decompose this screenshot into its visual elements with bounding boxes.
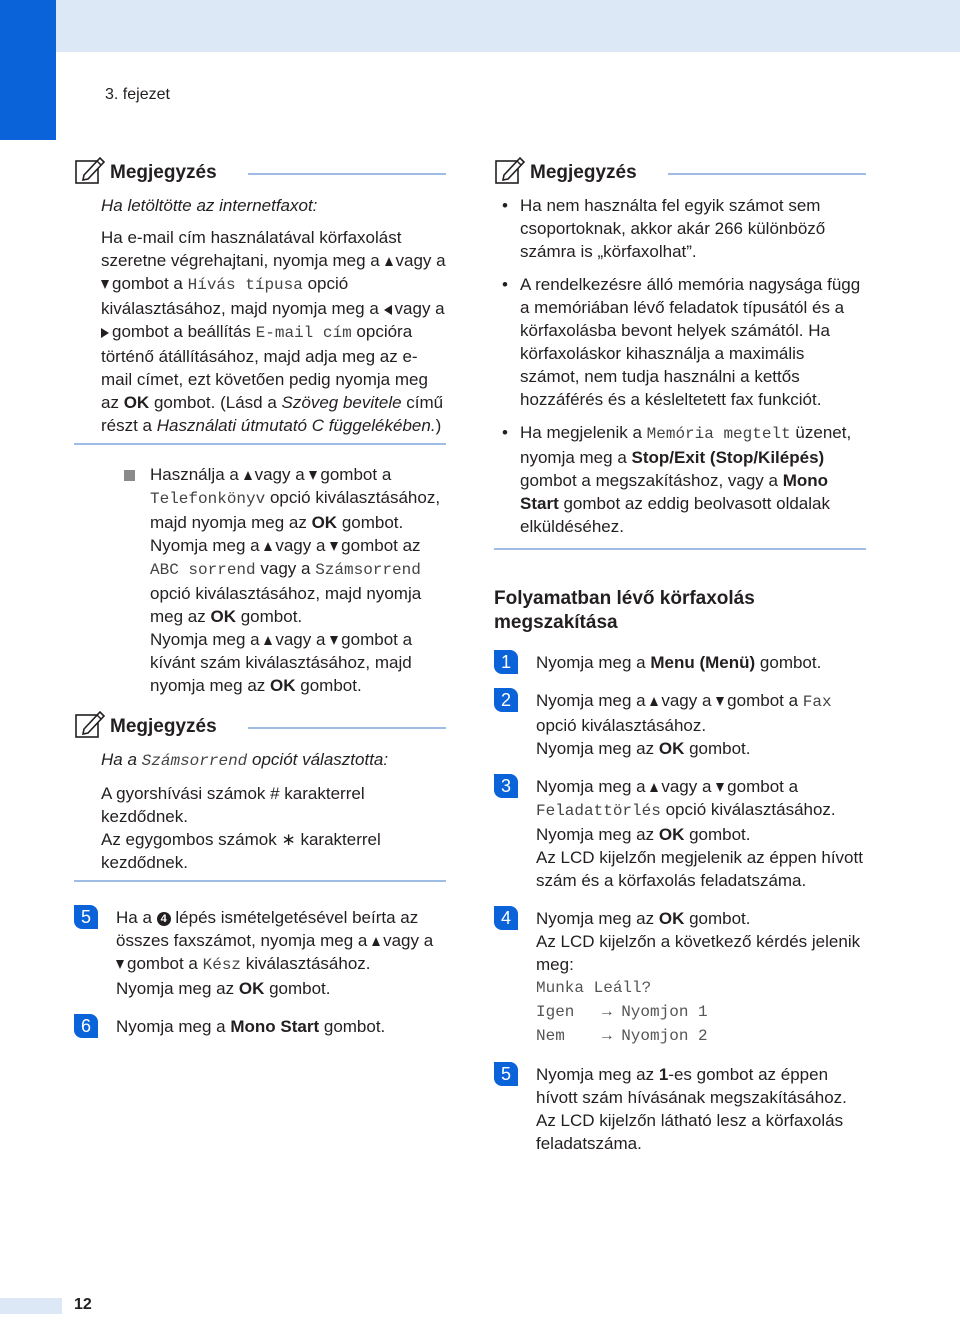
up-arrow-icon xyxy=(650,783,658,792)
note-text: Ha a xyxy=(101,750,137,769)
button-name: OK xyxy=(658,825,685,844)
button-name: OK xyxy=(210,607,236,626)
step-text: vagy a xyxy=(254,465,305,484)
substep-item xyxy=(124,463,446,697)
step-text: gombot a xyxy=(320,465,392,484)
note-text: gombot az eddig beolvasott oldalak elküldéséhez. xyxy=(520,494,830,536)
step-text: vagy a xyxy=(661,777,712,796)
button-name: Menu (Menü) xyxy=(650,653,756,672)
step-text: gombot. xyxy=(689,825,751,844)
asterisk-symbol: ∗ xyxy=(281,830,296,849)
left-column xyxy=(74,155,446,1038)
step-badge: 5 xyxy=(74,905,98,929)
step-text: gombot. xyxy=(689,909,751,928)
reference: Használati útmutató C függelékében. xyxy=(156,416,436,435)
note-body xyxy=(74,748,446,874)
note-text: opció kiválasztásához, majd nyomja meg a xyxy=(101,274,379,318)
step-text: gombot a xyxy=(127,954,198,973)
lcd-text: → Nyomjon 1 xyxy=(602,1003,708,1021)
button-name: Stop/Exit (Stop/Kilépés) xyxy=(631,448,825,467)
step-text: Nyomja meg az xyxy=(536,739,655,758)
step-text: -es gombot az éppen hívott szám hívásának megszakításához. xyxy=(536,1065,847,1107)
down-arrow-icon xyxy=(716,783,724,792)
step-badge: 1 xyxy=(494,650,518,674)
lcd-option: Kész xyxy=(202,956,242,974)
note-text: opciót választotta: xyxy=(252,750,389,769)
down-arrow-icon xyxy=(309,471,317,480)
step-text: gombot a xyxy=(727,691,799,710)
step-text: opció kiválasztásához. xyxy=(665,800,836,819)
down-arrow-icon xyxy=(716,697,724,706)
step-item xyxy=(494,689,866,760)
section-title: Folyamatban lévő körfaxolás megszakítása xyxy=(494,588,755,633)
step-reference-badge: 4 xyxy=(157,912,171,926)
down-arrow-icon xyxy=(101,280,109,289)
step-text: gombot. xyxy=(689,739,751,758)
step-text: vagy a xyxy=(275,630,326,649)
step-line xyxy=(116,977,446,1000)
note-text: vagy a xyxy=(394,299,445,318)
step-text: Az LCD kijelzőn látható lesz a körfaxolás feladatszáma. xyxy=(536,1111,844,1153)
note-text: című részt a xyxy=(101,393,444,435)
step-item xyxy=(74,1015,446,1038)
note-bullet xyxy=(494,421,866,538)
lcd-display xyxy=(536,976,866,1048)
step-text: opció kiválasztásához. xyxy=(536,716,707,735)
step-text: gombot a xyxy=(727,777,799,796)
step-text: Nyomja meg az xyxy=(536,825,655,844)
note-pencil-icon xyxy=(494,155,526,185)
step-text: gombot. xyxy=(269,979,331,998)
lcd-option: Számsorrend xyxy=(141,752,248,770)
note-lead xyxy=(101,748,446,773)
step-text: gombot a kívánt szám kiválasztásához, majd nyomja meg az xyxy=(150,630,413,695)
lcd-text: Igen xyxy=(536,1003,575,1021)
step-text: gombot. xyxy=(759,653,822,672)
note-title: Megjegyzés xyxy=(530,162,637,183)
note-body xyxy=(74,194,446,437)
lcd-option: E-mail cím xyxy=(255,324,352,342)
step-line xyxy=(536,737,866,760)
left-arrow-icon xyxy=(384,305,392,315)
button-name: Mono Start xyxy=(520,471,829,513)
step-text: vagy a xyxy=(275,536,326,555)
step-text: gombot. xyxy=(300,676,362,695)
note-text: gombot a beállítás xyxy=(112,322,251,341)
step-text: vagy a xyxy=(260,559,311,578)
step-text: opció kiválasztásához, majd nyomja meg az xyxy=(150,584,422,626)
note-text: ) xyxy=(435,416,442,435)
button-name: OK xyxy=(658,909,685,928)
step-item xyxy=(494,651,866,674)
step-badge: 4 xyxy=(494,906,518,930)
step-text: Ha a xyxy=(116,908,152,927)
note-header xyxy=(494,155,866,185)
step-text: Az LCD kijelzőn a következő kérdés jelenik meg: xyxy=(536,932,861,974)
step-item xyxy=(494,907,866,1048)
note-text: Ha e-mail cím használatával körfaxolást szeretne végrehajtani, nyomja meg a xyxy=(101,228,402,270)
step-badge: 2 xyxy=(494,688,518,712)
button-name: OK xyxy=(238,979,265,998)
note-title: Megjegyzés xyxy=(110,716,217,737)
step-text: Nyomja meg a xyxy=(116,1017,226,1036)
step-text: Használja a xyxy=(150,465,239,484)
step-item xyxy=(74,906,446,1000)
note-pencil-icon xyxy=(74,155,106,185)
down-arrow-icon xyxy=(116,960,124,969)
note-text: üzenet, nyomja meg a xyxy=(520,423,852,467)
up-arrow-icon xyxy=(385,257,393,266)
chapter-label: 3. fejezet xyxy=(105,86,170,103)
step-text: gombot az xyxy=(341,536,421,555)
note-body xyxy=(494,194,866,538)
step-item xyxy=(494,1063,866,1155)
step-text: kiválasztásához. xyxy=(245,954,371,973)
lcd-line xyxy=(536,1024,866,1048)
down-arrow-icon xyxy=(330,542,338,551)
down-arrow-icon xyxy=(330,636,338,645)
note-text: Az egygombos számok xyxy=(101,830,277,849)
chapter-tab xyxy=(0,0,56,140)
right-column xyxy=(494,155,866,1155)
note-paragraph xyxy=(101,226,446,437)
step-badge: 6 xyxy=(74,1014,98,1038)
footer-band xyxy=(0,1298,62,1314)
lcd-option: Fax xyxy=(802,693,832,711)
step-text: vagy a xyxy=(383,931,434,950)
header-band xyxy=(0,0,960,52)
note-text: vagy a xyxy=(395,251,446,270)
page-number: 12 xyxy=(74,1296,92,1313)
up-arrow-icon xyxy=(372,937,380,946)
right-arrow-icon xyxy=(101,328,109,338)
step-text: Nyomja meg a xyxy=(536,777,646,796)
note-end-rule xyxy=(74,880,446,882)
step-text: Nyomja meg a xyxy=(536,691,646,710)
step-text: Az LCD kijelzőn megjelenik az éppen hívott szám és a körfaxolás feladatszáma. xyxy=(536,848,863,890)
step-text: Nyomja meg az xyxy=(536,909,655,928)
reference: Szöveg bevitele xyxy=(281,393,402,412)
lcd-line xyxy=(536,1000,866,1024)
step-text: gombot. xyxy=(323,1017,386,1036)
button-name: OK xyxy=(123,393,150,412)
step-text: opció kiválasztásához, majd nyomja meg az xyxy=(150,488,441,532)
note-bullet: • Ha nem használta fel egyik számot sem csoportoknak, akkor akár 266 különböző számra is „körfaxolhat”. xyxy=(494,194,866,263)
note-header xyxy=(74,709,446,739)
lcd-option: ABC sorrend xyxy=(150,561,256,579)
note-end-rule xyxy=(74,443,446,445)
substep-continuation xyxy=(150,628,446,697)
step-badge: 5 xyxy=(494,1062,518,1086)
note-pencil-icon xyxy=(74,709,106,739)
note-title: Megjegyzés xyxy=(110,162,217,183)
up-arrow-icon xyxy=(264,542,272,551)
button-name: Mono Start xyxy=(230,1017,320,1036)
note-bullet: • A rendelkezésre álló memória nagysága függ a memóriában lévő feladatok típusától és a körfaxolásba bevont helyek számától. Ha körfaxoláskor kihasználja a maximális számot, nem tudja használni a kettős hozzáférés és a késleltetett fax funkciót. xyxy=(494,273,866,411)
up-arrow-icon xyxy=(264,636,272,645)
button-name: 1 xyxy=(658,1065,669,1084)
step-text: Nyomja meg az xyxy=(536,1065,655,1084)
lcd-line: Munka Leáll? xyxy=(536,979,652,997)
lcd-text: → Nyomjon 2 xyxy=(602,1027,708,1045)
note-text: gombot. (Lásd a xyxy=(153,393,277,412)
note-lead: Ha letöltötte az internetfaxot: xyxy=(101,196,318,215)
note-text: opcióra történő átállításához, majd adja meg az e-mail címet, ezt követően pedig nyomja meg az xyxy=(101,322,428,412)
note-text: A gyorshívási számok # karakterrel kezdődnek. xyxy=(101,784,365,826)
lcd-option: Számsorrend xyxy=(315,561,421,579)
up-arrow-icon xyxy=(650,697,658,706)
step-text: Nyomja meg a xyxy=(150,630,260,649)
step-text: gombot. Nyomja meg a xyxy=(150,513,404,555)
step-text: vagy a xyxy=(661,691,712,710)
button-name: OK xyxy=(658,739,685,758)
lcd-message: Memória megtelt xyxy=(646,425,791,443)
step-text: Nyomja meg a xyxy=(536,653,646,672)
step-line xyxy=(536,823,866,846)
note-rule xyxy=(248,727,446,729)
lcd-option: Feladattörlés xyxy=(536,802,661,820)
note-rule xyxy=(668,173,866,175)
step-text: lépés ismételgetésével beírta az összes faxszámot, nyomja meg a xyxy=(116,908,419,950)
step-item xyxy=(494,775,866,892)
lcd-option: Hívás típusa xyxy=(187,276,303,294)
note-text: gombot a xyxy=(112,274,183,293)
note-text: gombot a megszakításhoz, vagy a xyxy=(520,471,778,490)
step-badge: 3 xyxy=(494,774,518,798)
up-arrow-icon xyxy=(244,471,252,480)
note-text: Ha megjelenik a xyxy=(520,423,642,442)
button-name: OK xyxy=(311,513,338,532)
square-bullet-icon xyxy=(124,470,135,481)
note-line xyxy=(101,828,446,874)
step-text: gombot. xyxy=(240,607,303,626)
note-header xyxy=(74,155,446,185)
step-text: Nyomja meg az xyxy=(116,979,235,998)
lcd-option: Telefonkönyv xyxy=(150,490,266,508)
note-text: karakterrel kezdődnek. xyxy=(101,830,381,872)
note-rule xyxy=(248,173,446,175)
note-end-rule xyxy=(494,548,866,550)
button-name: OK xyxy=(270,676,296,695)
lcd-text: Nem xyxy=(536,1027,565,1045)
